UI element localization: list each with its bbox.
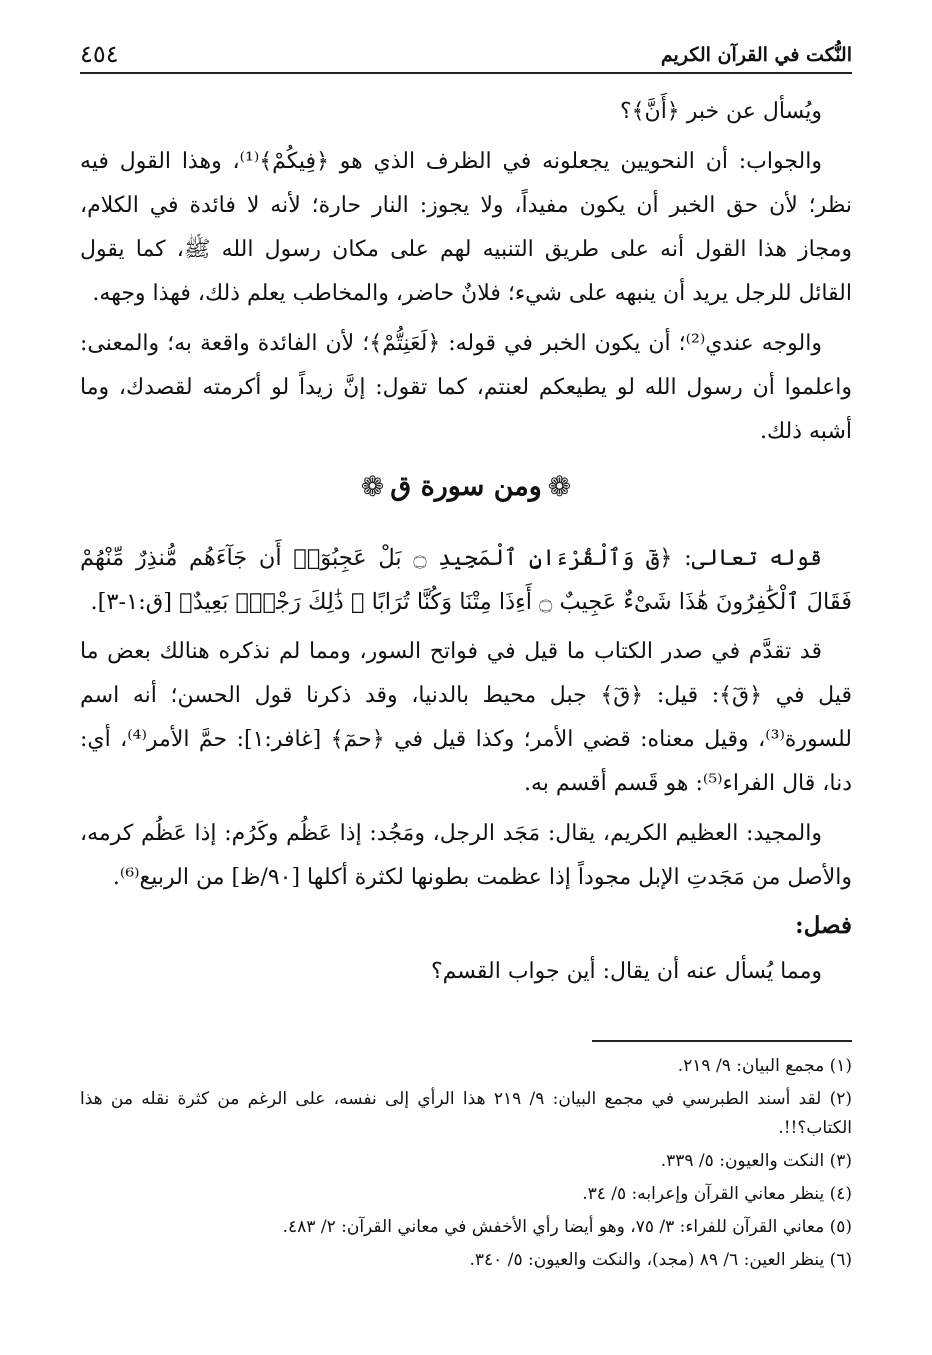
book-title: النُّكت في القرآن الكريم <box>660 44 852 66</box>
footnote: (٤) ينظر معاني القرآن وإعرابه: ٥/ ٣٤. <box>582 1184 852 1204</box>
surah-heading-text: ومن سورة ق <box>390 471 542 502</box>
paragraph: والوجه عندي⁽²⁾؛ أن يكون الخبر في قوله: ﴿لَعَنِتُّمْ﴾؛ لأن الفائدة واقعة به؛ والمعنى: واعلموا أن رسول الله لو يطيعكم لعنتم، كما تقول: إنَّ زيداً لو أكرمته لقصدك، وما أشبه ذلك. <box>80 331 852 444</box>
footnotes <box>80 1052 852 1279</box>
main-text <box>80 90 852 1000</box>
surah-heading <box>80 470 852 522</box>
footnote: (٥) معاني القرآن للفراء: ٣/ ٧٥، وهو أيضا رأي الأخفش في معاني القرآن: ٢/ ٤٨٣. <box>282 1217 852 1237</box>
quran-verse-paragraph: قوله تعالى: ﴿قٓ وَٱلْقُرْءَانِ ٱلْمَجِيدِ ۝ بَلْ عَجِبُوٓا۟ أَن جَآءَهُم مُّنذِرٌ مِّنْهُمْ فَقَالَ ٱلْكَٰفِرُونَ هَٰذَا شَىْءٌ عَجِيبٌ ۝ أَءِذَا مِتْنَا وَكُنَّا تُرَابًا ۖ ذَٰلِكَ رَجْعٌۢ بَعِيدٌ﴾ [ق:١-٣]. <box>80 545 852 615</box>
paragraph: قد تقدَّم في صدر الكتاب ما قيل في فواتح السور، ومما لم نذكره هنالك بعض ما قيل في ﴿قٓ﴾: قيل: ﴿قٓ﴾ جبل محيط بالدنيا، وقد ذكرنا قول الحسن؛ أنه اسم للسورة⁽³⁾، وقيل معناه: قضي الأمر؛ وكذا قيل في ﴿حمٓ﴾ [غافر:١]: حمَّ الأمر⁽⁴⁾، أي: دنا، قال الفراء⁽⁵⁾: هو قَسم أقسم به. <box>80 639 852 796</box>
paragraph: ومما يُسأل عنه أن يقال: أين جواب القسم؟ <box>430 959 822 984</box>
ornament-right-icon: ❁ <box>360 470 385 503</box>
paragraph: ويُسأل عن خبر ﴿أَنَّ﴾؟ <box>619 99 822 124</box>
page-number: ٤٥٤ <box>80 40 119 68</box>
footnote: (١) مجمع البيان: ٩/ ٢١٩. <box>677 1056 852 1076</box>
footnote-divider <box>592 1040 852 1042</box>
footnote: (٣) النكت والعيون: ٥/ ٣٣٩. <box>660 1151 852 1171</box>
paragraph: والمجيد: العظيم الكريم، يقال: مَجَد الرجل، ومَجُد: إذا عَظُم وكَرُم: إذا عَظُم كرمه، والأصل من مَجَدتِ الإبل مجوداً إذا عظمت بطونها لكثرة أكلها [٩٠/ظ] من الربيع⁽⁶⁾. <box>80 821 852 890</box>
footnote: (٦) ينظر العين: ٦/ ٨٩ (مجد)، والنكت والعيون: ٥/ ٣٤٠. <box>469 1250 852 1270</box>
page-header <box>80 32 852 74</box>
footnote: (٢) لقد أسند الطبرسي في مجمع البيان: ٩/ ٢١٩ هذا الرأي إلى نفسه، على الرغم من كثرة نقله من هذا الكتاب؟!!. <box>80 1089 852 1138</box>
fasl-heading: فصل: <box>795 912 852 939</box>
paragraph: والجواب: أن النحويين يجعلونه في الظرف الذي هو ﴿فِيكُمْ﴾⁽¹⁾، وهذا القول فيه نظر؛ لأن حق الخبر أن يكون مفيداً، ولا يجوز: النار حارة؛ لأنه لا فائدة في الكلام، ومجاز هذا القول أنه على طريق التنبيه لهم على مكان رسول الله ﷺ، كما يقول القائل للرجل يريد أن ينبهه على شيء؛ فلانٌ حاضر، والمخاطب يعلم ذلك، فهذا وجهه. <box>80 149 852 306</box>
ornament-left-icon: ❁ <box>547 470 572 503</box>
